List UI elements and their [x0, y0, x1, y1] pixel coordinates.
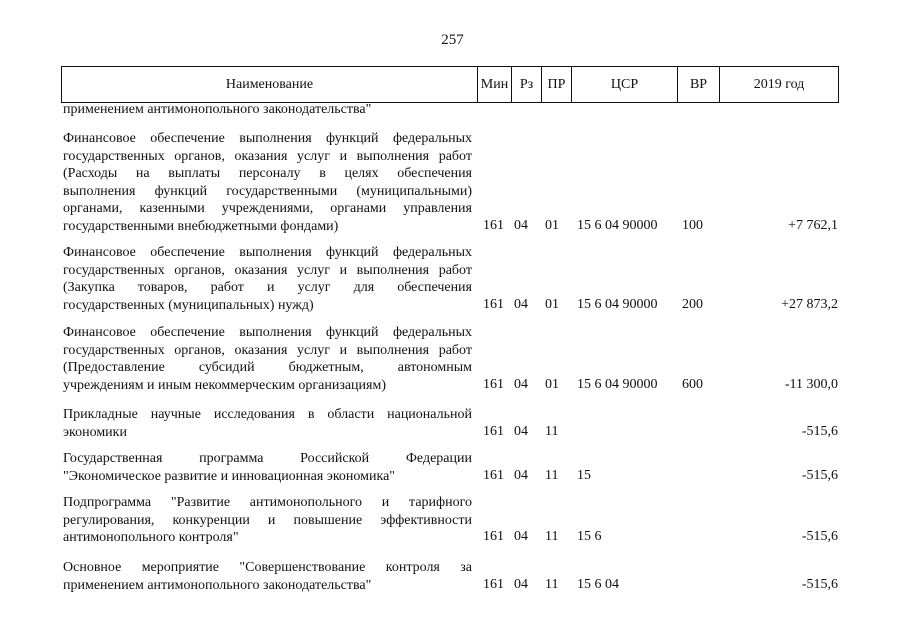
row-amount: +27 873,2 — [781, 296, 838, 312]
row-codes — [0, 529, 905, 547]
row-name-line: государственных (муниципальных) нужд) — [63, 297, 314, 313]
row-name-line: государственными внебюджетными фондами) — [63, 218, 339, 234]
header-csr: ЦСР — [571, 67, 677, 102]
row-codes — [0, 424, 905, 442]
row-min: 161 — [483, 467, 504, 483]
header-year: 2019 год — [719, 67, 838, 102]
row-pr: 01 — [545, 296, 559, 312]
row-name-line: Основное мероприятие "Совершенствование контроля за — [63, 560, 472, 575]
row-csr: 15 6 04 90000 — [577, 217, 658, 233]
row-name-line: Государственная программа Российской Федерации — [63, 451, 472, 466]
row-name-line: применением антимонопольного законодательства" — [63, 577, 372, 593]
row-vr: 200 — [682, 296, 703, 312]
row-codes — [0, 377, 905, 395]
row-name-line: Финансовое обеспечение выполнения функций федеральных — [63, 131, 472, 146]
row-rz: 04 — [514, 217, 528, 233]
row-pr: 11 — [545, 423, 559, 439]
row-name-line: органами, казенными учреждениями, органами управления — [63, 201, 472, 216]
row-min: 161 — [483, 423, 504, 439]
row-csr: 15 — [577, 467, 591, 483]
row-amount: +7 762,1 — [788, 217, 838, 233]
row-name-line: (Предоставление субсидий бюджетным, автономным — [63, 360, 472, 375]
row-rz: 04 — [514, 467, 528, 483]
row-csr: 15 6 04 90000 — [577, 296, 658, 312]
row-amount: -11 300,0 — [784, 376, 838, 392]
row-name-line: Финансовое обеспечение выполнения функций федеральных — [63, 325, 472, 340]
table-header — [61, 66, 839, 103]
row-min: 161 — [483, 376, 504, 392]
row-csr: 15 6 04 90000 — [577, 376, 658, 392]
row-name-line: Подпрограмма "Развитие антимонопольного и тарифного — [63, 495, 472, 510]
row-name-line: "Экономическое развитие и инновационная экономика" — [63, 468, 396, 484]
row-rz: 04 — [514, 296, 528, 312]
row-vr: 100 — [682, 217, 703, 233]
row-name-line: экономики — [63, 424, 127, 440]
row-name-line: Прикладные научные исследования в области национальной — [63, 407, 472, 422]
row-name-line: государственных органов, оказания услуг и выполнения работ — [63, 262, 472, 278]
row-codes — [0, 297, 905, 315]
row-name-line: Финансовое обеспечение выполнения функций федеральных — [63, 245, 472, 260]
row-rz: 04 — [514, 423, 528, 439]
row-name-line: (Закупка товаров, работ и услуг для обеспечения — [63, 280, 472, 295]
row-name-line: выполнения функций государственными (муниципальными) — [63, 183, 472, 199]
row-name-line: государственных органов, оказания услуг и выполнения работ — [63, 148, 472, 164]
row-min: 161 — [483, 217, 504, 233]
header-name: Наименование — [225, 76, 314, 92]
row-amount: -515,6 — [801, 576, 838, 592]
row-csr: 15 6 04 — [577, 576, 619, 592]
row-pr: 11 — [545, 467, 559, 483]
row-min: 161 — [483, 529, 504, 544]
row-name-line: регулирования, конкуренции и повышение эффективности — [63, 512, 472, 528]
header-pr: ПР — [541, 67, 571, 102]
row-codes — [0, 218, 905, 236]
header-vr: ВР — [677, 67, 719, 102]
row-name-line: применением антимонопольного законодательства" — [63, 102, 372, 117]
row-codes — [0, 101, 905, 119]
row-rz: 04 — [514, 576, 528, 592]
row-name-line: антимонопольного контроля" — [63, 530, 239, 545]
row-pr: 01 — [545, 376, 559, 392]
row-amount: -515,6 — [801, 423, 838, 439]
row-name-line: государственных органов, оказания услуг и выполнения работ — [63, 342, 472, 358]
row-pr: 01 — [545, 217, 559, 233]
header-min: Мин — [477, 67, 511, 102]
row-amount: -515,6 — [801, 467, 838, 483]
header-rz: Рз — [511, 67, 541, 102]
row-name-line: (Расходы на выплаты персоналу в целях обеспечения — [63, 166, 472, 181]
row-min: 161 — [483, 296, 504, 312]
row-vr: 600 — [682, 376, 703, 392]
row-pr: 11 — [545, 529, 559, 544]
row-rz: 04 — [514, 376, 528, 392]
row-rz: 04 — [514, 529, 528, 544]
row-csr: 15 6 — [577, 529, 602, 544]
page-number: 257 — [441, 32, 464, 48]
row-codes — [0, 577, 905, 595]
row-amount: -515,6 — [801, 529, 838, 544]
row-name-line: учреждениям и иным некоммерческим организациям) — [63, 377, 387, 393]
row-min: 161 — [483, 576, 504, 592]
row-pr: 11 — [545, 576, 559, 592]
row-codes — [0, 468, 905, 486]
